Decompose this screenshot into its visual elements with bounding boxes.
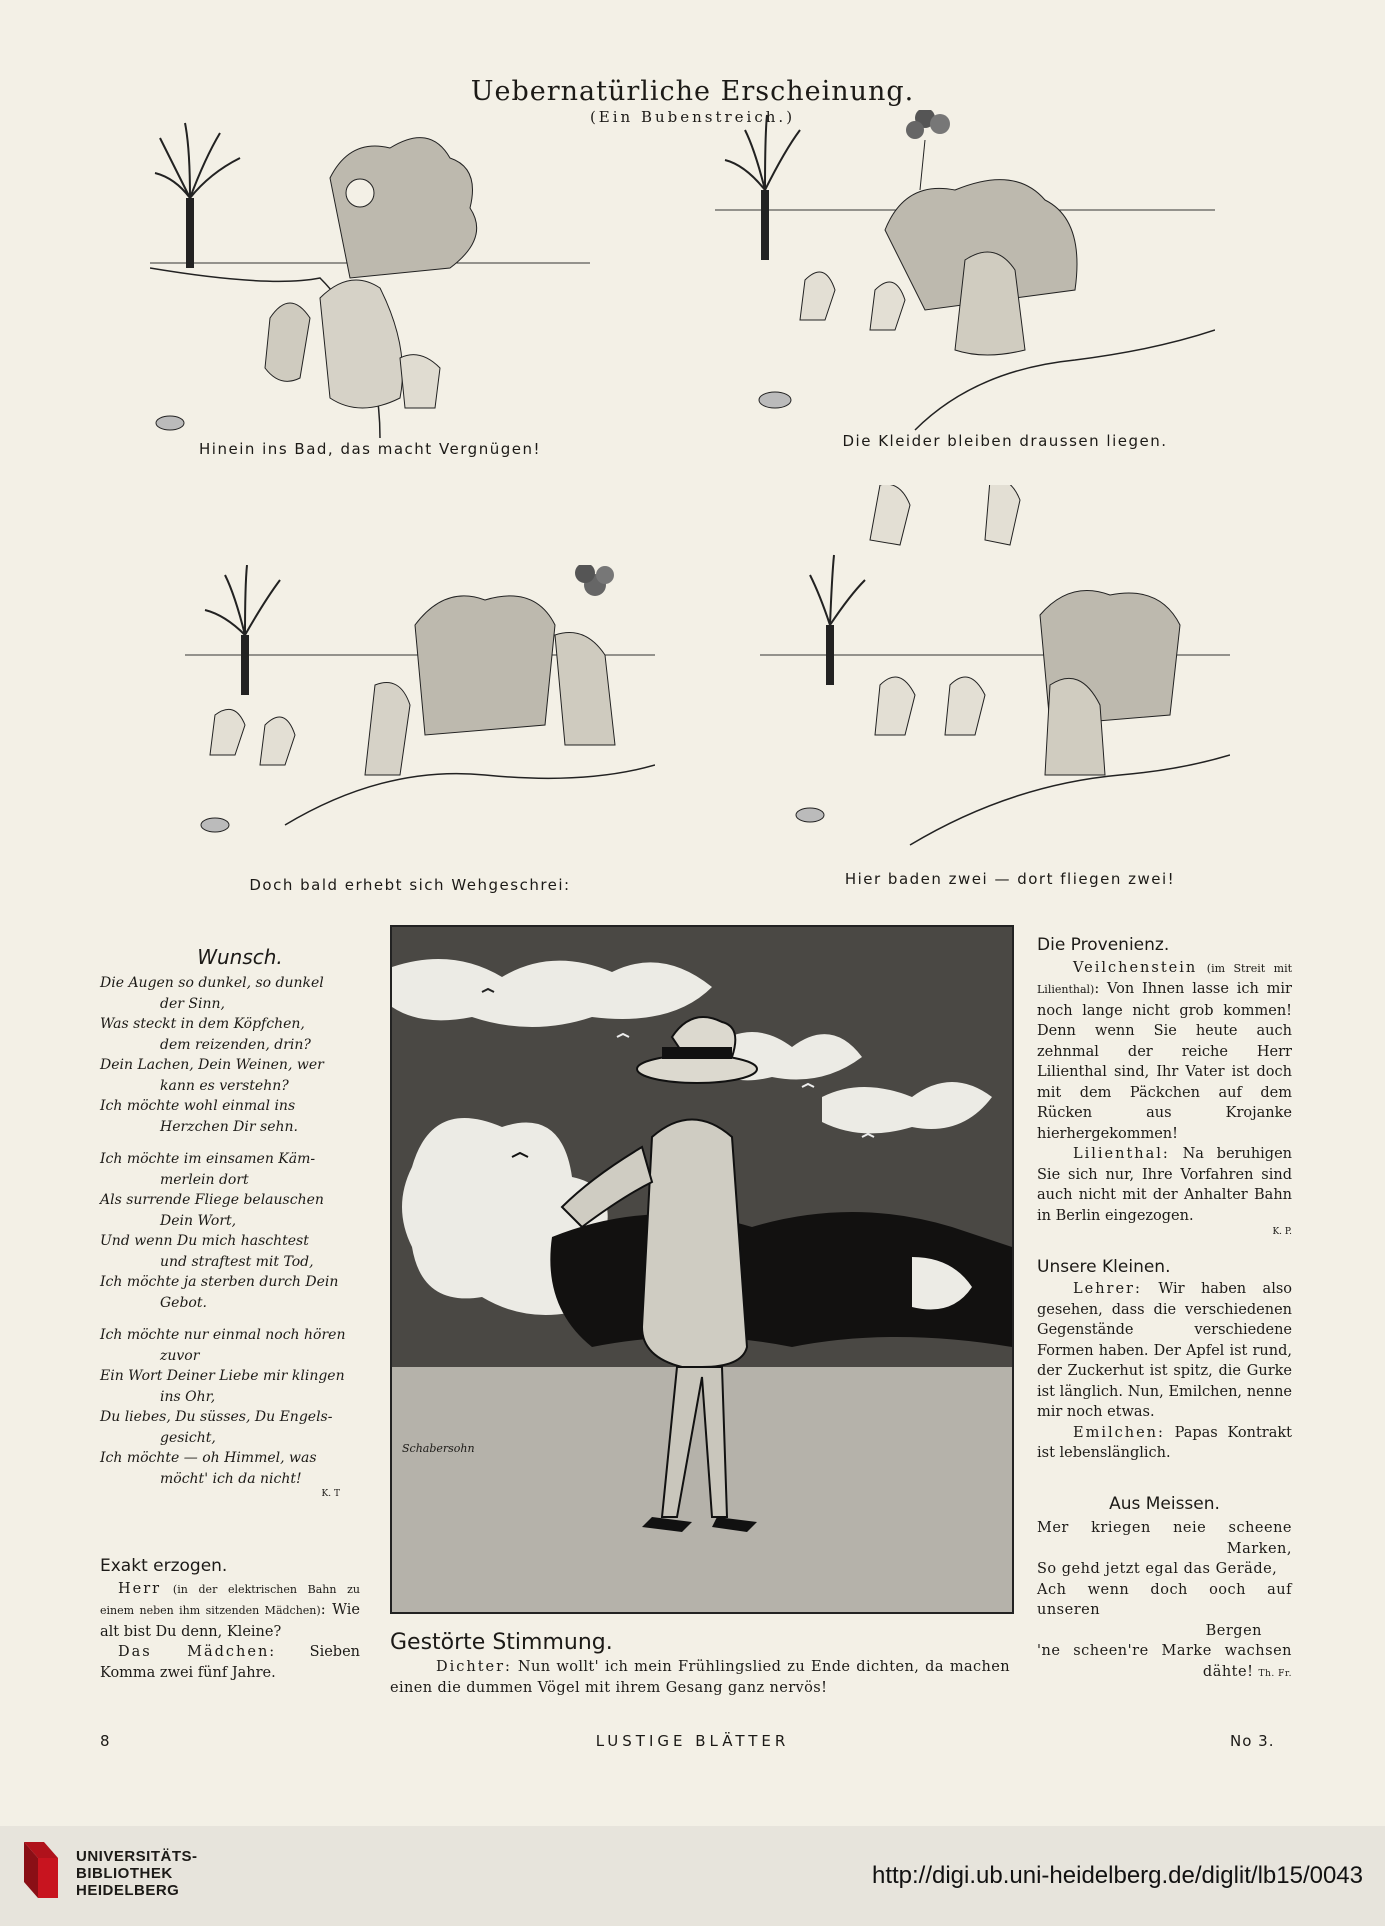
exakt-title: Exakt erzogen.	[100, 1556, 228, 1576]
poem-line: Als surrende Fliege belauschen	[100, 1192, 324, 1208]
wunsch-author: K. T	[321, 1489, 340, 1499]
speaker: Veilchenstein	[1073, 959, 1198, 976]
meissen-verses	[1037, 1518, 1292, 1684]
source-url[interactable]: http://digi.ub.uni-heidelberg.de/diglit/lb15/0043	[871, 1862, 1363, 1889]
meissen-author: Th. Fr.	[1258, 1668, 1292, 1679]
library-logo-icon	[22, 1838, 64, 1902]
dialogue: Nun wollt' ich mein Frühlingslied zu Ende dichten, da machen einen die dummen Vögel mit ihrem Gesang ganz nervös!	[390, 1659, 1010, 1696]
poem-line: Ich möchte ja sterben durch Dein	[100, 1274, 339, 1290]
poem-line: merlein dort	[160, 1171, 249, 1188]
issue-number: No 3.	[1230, 1732, 1275, 1750]
wunsch-poem	[100, 945, 360, 1499]
dialogue: Wir haben also gesehen, dass die verschiedenen Gegenstände verschiedene Formen haben. Der Apfel ist rund, der Zuckerhut ist spitz, die Gurke ist länglich. Nun, Emilchen, nenne mir noch etwas.	[1037, 1281, 1293, 1420]
provenienz-author: K. P.	[1272, 1227, 1292, 1237]
speaker: Das Mädchen:	[118, 1644, 277, 1660]
wunsch-verses	[100, 973, 360, 1489]
speaker: Lehrer:	[1073, 1281, 1142, 1297]
meissen-title: Aus Meissen.	[1109, 1493, 1220, 1514]
library-name-line1: UNIVERSITÄTS-	[76, 1848, 198, 1865]
journal-name: LUSTIGE BLÄTTER	[595, 1732, 790, 1750]
artist-signature: Schabersohn	[402, 1442, 475, 1455]
cartoon-caption-1: Hinein ins Bad, das macht Vergnügen!	[199, 440, 541, 458]
poem-line: Herzchen Dir sehn.	[160, 1118, 298, 1135]
poem-line: Ich möchte im einsamen Käm-	[100, 1151, 316, 1167]
stage-note: (in der elektrischen Bahn zu einem neben ihm sitzenden Mädchen)	[100, 1582, 361, 1617]
cartoon-panel-1	[150, 118, 590, 438]
poem-line: der Sinn,	[160, 995, 225, 1012]
dialogue: Na beruhigen Sie sich nur, Ihre Vorfahren sind auch nicht mit der Anhalter Bahn in Berlin eingezogen.	[1037, 1146, 1292, 1224]
right-column	[1037, 935, 1292, 1684]
dialogue: : Wie alt bist Du denn, Kleine?	[100, 1602, 360, 1640]
poem-line: Ich möchte — oh Himmel, was	[100, 1450, 317, 1466]
wunsch-title: Wunsch.	[197, 945, 283, 969]
poet-illustration	[392, 927, 1012, 1612]
poem-line: Bergen	[1205, 1622, 1262, 1639]
poem-line: zuvor	[160, 1347, 200, 1364]
gestoerte-title: Gestörte Stimmung.	[390, 1630, 613, 1655]
poem-line: ins Ohr,	[160, 1388, 216, 1405]
page-title: Uebernatürliche Erscheinung.	[470, 76, 915, 107]
library-name-line3: HEIDELBERG	[76, 1882, 180, 1899]
cartoon-panel-4	[760, 485, 1230, 855]
cartoon-panel-3	[185, 565, 655, 855]
poem-line: Gebot.	[160, 1294, 207, 1311]
gestoerte-caption	[390, 1630, 1010, 1698]
provenienz-title: Die Provenienz.	[1037, 935, 1170, 955]
poem-line: Ein Wort Deiner Liebe mir klingen	[100, 1368, 345, 1384]
cartoon-caption-2: Die Kleider bleiben draussen liegen.	[842, 432, 1168, 450]
poem-line: Dein Lachen, Dein Weinen, wer	[100, 1057, 324, 1073]
poem-line: 'ne scheen're Marke wachsen	[1037, 1643, 1292, 1659]
dialogue: : Von Ihnen lasse ich mir noch lange nicht grob kommen! Denn wenn Sie heute auch zehnmal der reiche Herr Lilienthal sind, Ihr Vater ist doch mit dem Päckchen auf dem Rücken aus Krojanke hierhergekommen!	[1037, 981, 1292, 1142]
poem-line: Ich möchte wohl einmal ins	[100, 1098, 296, 1114]
speaker: Lilienthal:	[1073, 1146, 1170, 1162]
kleinen-title: Unsere Kleinen.	[1037, 1256, 1171, 1277]
poem-line: und straftest mit Tod,	[160, 1253, 314, 1270]
cartoon-caption-4: Hier baden zwei — dort fliegen zwei!	[844, 870, 1176, 888]
poem-line: möcht' ich da nicht!	[160, 1470, 302, 1487]
illustration-frame	[390, 925, 1014, 1614]
cartoon-caption-3: Doch bald erhebt sich Wehgeschrei:	[249, 876, 571, 894]
poem-line: Und wenn Du mich haschtest	[100, 1233, 309, 1249]
poem-line: Ach wenn doch ooch auf unseren	[1037, 1581, 1292, 1618]
stage-note: (im Streit mit Lilienthal)	[1037, 961, 1293, 996]
dialogue: Sieben Komma zwei fünf Jahre.	[100, 1644, 361, 1681]
dialogue: Papas Kontrakt ist lebenslänglich.	[1037, 1424, 1292, 1461]
page-subtitle: (Ein Bubenstreich.)	[589, 108, 796, 126]
poem-line: Du liebes, Du süsses, Du Engels-	[100, 1409, 333, 1425]
library-name	[76, 1848, 198, 1899]
poem-line: Was steckt in dem Köpfchen,	[100, 1016, 305, 1032]
poem-line: Mer kriegen neie scheene	[1037, 1520, 1292, 1536]
poem-line: Dein Wort,	[160, 1212, 237, 1229]
speaker: Herr	[118, 1580, 162, 1597]
cartoon-panel-2	[715, 110, 1215, 438]
poem-line: So gehd jetzt egal das Geräde,	[1037, 1561, 1278, 1577]
exakt-article	[100, 1556, 360, 1683]
poem-line: dem reizenden, drin?	[160, 1036, 311, 1053]
speaker: Dichter:	[436, 1659, 512, 1675]
poem-line: Die Augen so dunkel, so dunkel	[100, 975, 324, 991]
library-name-line2: BIBLIOTHEK	[76, 1865, 173, 1882]
poem-line: Ich möchte nur einmal noch hören	[100, 1327, 346, 1343]
page-number: 8	[100, 1732, 114, 1750]
poem-line: dähte!	[1202, 1663, 1254, 1680]
speaker: Emilchen:	[1073, 1424, 1165, 1441]
poem-line: kann es verstehn?	[160, 1077, 289, 1094]
poem-line: gesicht,	[160, 1429, 216, 1446]
library-bar	[0, 1826, 1385, 1926]
poem-line: Marken,	[1226, 1540, 1292, 1557]
